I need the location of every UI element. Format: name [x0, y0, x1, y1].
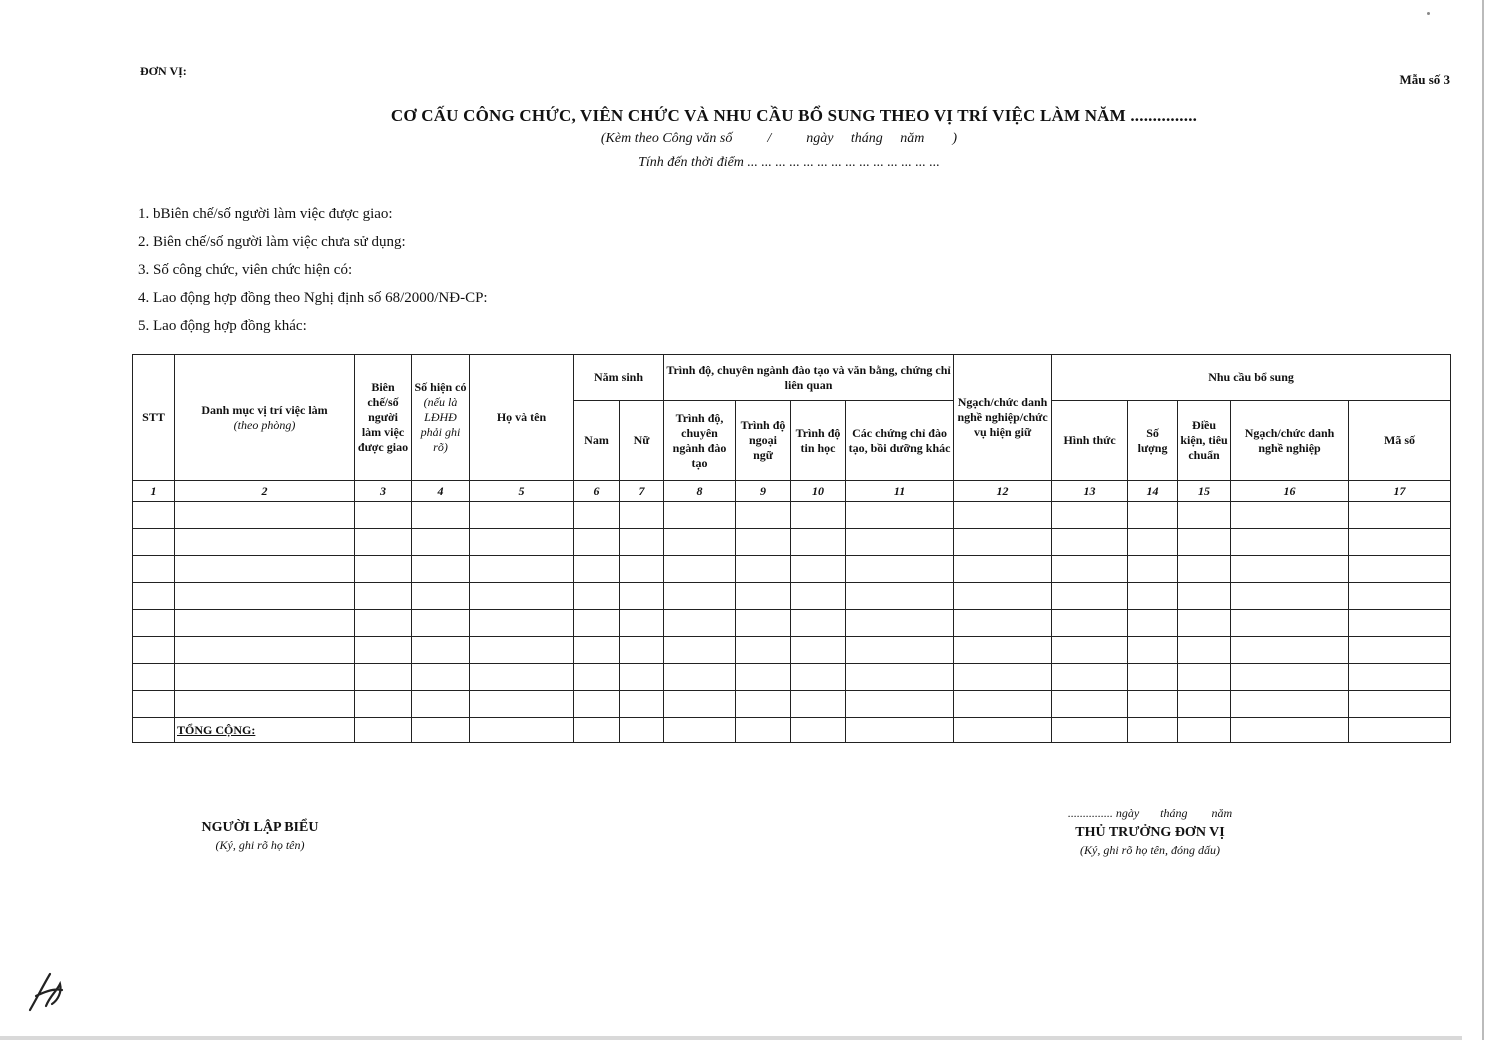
table-cell: [1231, 583, 1349, 610]
table-row: [133, 691, 1451, 718]
table-cell: [175, 691, 355, 718]
table-cell: [791, 610, 846, 637]
table-cell: [664, 664, 736, 691]
table-cell: [574, 664, 620, 691]
header-need-group: Nhu cầu bổ sung: [1052, 355, 1451, 401]
table-row: [133, 637, 1451, 664]
table-cell: [664, 529, 736, 556]
table-cell: [133, 502, 175, 529]
table-cell: [846, 664, 954, 691]
column-number: 2: [175, 481, 355, 502]
table-cell: [846, 556, 954, 583]
table-row: [133, 502, 1451, 529]
table-cell: [470, 718, 574, 743]
header-birth-year: Năm sinh: [574, 355, 664, 401]
info-line: 5. Lao động hợp đồng khác:: [138, 318, 307, 334]
header-quota: Biên chế/số người làm việc được giao: [355, 355, 412, 481]
header-female: Nữ: [620, 401, 664, 481]
table-cell: [412, 502, 470, 529]
table-row: [133, 664, 1451, 691]
column-number: 8: [664, 481, 736, 502]
header-grade-need: Ngạch/chức danh nghề nghiệp: [1231, 401, 1349, 481]
table-cell: [175, 610, 355, 637]
table-cell: [355, 718, 412, 743]
table-cell: [1349, 556, 1451, 583]
table-cell: [1128, 637, 1178, 664]
table-cell: [133, 556, 175, 583]
table-cell: [846, 637, 954, 664]
info-list: [138, 200, 488, 340]
document-reference: (Kèm theo Công văn số / ngày tháng năm ): [600, 131, 958, 146]
header-qualification-group: Trình độ, chuyên ngành đào tạo và văn bằng, chứng chỉ liên quan: [664, 355, 954, 401]
table-cell: [1052, 664, 1128, 691]
table-cell: [175, 529, 355, 556]
table-cell: [175, 556, 355, 583]
table-row: [133, 583, 1451, 610]
table-cell: [133, 529, 175, 556]
table-cell: [1052, 691, 1128, 718]
table-cell: [736, 529, 791, 556]
table-cell: [664, 718, 736, 743]
table-cell: [133, 691, 175, 718]
table-cell: [1231, 691, 1349, 718]
header-current-label: Số hiện có: [414, 380, 467, 394]
info-line: 2. Biên chế/số người làm việc chưa sử dụng:: [138, 234, 406, 250]
info-line: 1. bBiên chế/số người làm việc được giao:: [138, 206, 393, 222]
table-row: [133, 610, 1451, 637]
table-cell: [846, 529, 954, 556]
table-cell: [1128, 718, 1178, 743]
table-cell: [574, 556, 620, 583]
table-cell: [954, 583, 1052, 610]
table-cell: [1231, 556, 1349, 583]
unit-label: ĐƠN VỊ:: [140, 64, 187, 78]
table-cell: [1178, 502, 1231, 529]
signature-date-line: ............... ngày tháng năm: [1067, 806, 1233, 820]
table-cell: [620, 610, 664, 637]
handwritten-paraph: [24, 966, 70, 1021]
table-cell: [846, 610, 954, 637]
table-cell: [133, 664, 175, 691]
table-cell: [664, 583, 736, 610]
table-cell: [1231, 502, 1349, 529]
table-cell: [1178, 664, 1231, 691]
table-cell: [1178, 691, 1231, 718]
table-cell: [1178, 529, 1231, 556]
table-cell: [1231, 664, 1349, 691]
table-cell: [1231, 529, 1349, 556]
table-cell: [574, 529, 620, 556]
header-language: Trình độ ngoại ngữ: [736, 401, 791, 481]
scan-speck: [1427, 12, 1430, 15]
header-quantity: Số lượng: [1128, 401, 1178, 481]
table-cell: [470, 583, 574, 610]
column-number: 17: [1349, 481, 1451, 502]
table-cell: [1349, 718, 1451, 743]
form-number: Mẫu số 3: [1399, 72, 1450, 87]
column-number: 15: [1178, 481, 1231, 502]
table-cell: [412, 556, 470, 583]
table-cell: [954, 664, 1052, 691]
header-name: Họ và tên: [470, 355, 574, 481]
table-cell: [1178, 718, 1231, 743]
table-row: [133, 529, 1451, 556]
header-code: Mã số: [1349, 401, 1451, 481]
table-cell: [1178, 583, 1231, 610]
header-current: [412, 355, 470, 481]
column-number: 6: [574, 481, 620, 502]
head-signature-block: [1010, 806, 1290, 858]
table-cell: [1128, 664, 1178, 691]
preparer-title: NGƯỜI LẬP BIỂU: [201, 820, 319, 835]
table-cell: [736, 502, 791, 529]
header-training: Trình độ, chuyên ngành đào tạo: [664, 401, 736, 481]
table-cell: [791, 502, 846, 529]
table-cell: [355, 583, 412, 610]
table-cell: [1231, 637, 1349, 664]
table-cell: [355, 610, 412, 637]
table-cell: [736, 664, 791, 691]
column-number: 5: [470, 481, 574, 502]
table-cell: [664, 502, 736, 529]
table-cell: [1052, 583, 1128, 610]
table-cell: [1128, 502, 1178, 529]
head-note: (Ký, ghi rõ họ tên, đóng dấu): [1080, 843, 1220, 857]
table-cell: [791, 637, 846, 664]
table-cell: [355, 502, 412, 529]
table-cell: [791, 529, 846, 556]
table-cell: [1349, 529, 1451, 556]
table-cell: [574, 502, 620, 529]
table-cell: [791, 556, 846, 583]
table-cell: [791, 664, 846, 691]
table-cell: [1349, 502, 1451, 529]
table-cell: [620, 637, 664, 664]
table-cell: [470, 556, 574, 583]
table-cell: [954, 718, 1052, 743]
table-cell: [175, 664, 355, 691]
staffing-table: [132, 354, 1451, 743]
table-cell: [355, 556, 412, 583]
table-cell: [736, 583, 791, 610]
info-line: 3. Số công chức, viên chức hiện có:: [138, 262, 353, 278]
table-cell: [574, 583, 620, 610]
table-cell: [133, 583, 175, 610]
document-title: CƠ CẤU CÔNG CHỨC, VIÊN CHỨC VÀ NHU CẦU BỔ SUNG THEO VỊ TRÍ VIỆC LÀM NĂM ...............: [390, 106, 1198, 125]
table-cell: [664, 556, 736, 583]
table-cell: [574, 691, 620, 718]
table-cell: [412, 718, 470, 743]
preparer-signature-block: [150, 820, 370, 853]
table-cell: [620, 718, 664, 743]
table-cell: [736, 637, 791, 664]
table-cell: [412, 529, 470, 556]
document-time-point: Tính đến thời điểm ... ... ... ... ... ... ... ... ... ... ... ... ... ...: [638, 155, 940, 170]
table-cell: [846, 583, 954, 610]
table-cell: [133, 637, 175, 664]
column-number: 11: [846, 481, 954, 502]
table-cell: [1231, 718, 1349, 743]
table-cell: [175, 637, 355, 664]
header-stt: STT: [133, 355, 175, 481]
table-cell: [574, 718, 620, 743]
table-cell: [1349, 637, 1451, 664]
table-cell: [1128, 529, 1178, 556]
table-cell: [1128, 691, 1178, 718]
table-cell: [470, 529, 574, 556]
table-row: [133, 556, 1451, 583]
header-grade-current: Ngạch/chức danh nghề nghiệp/chức vụ hiện giữ: [954, 355, 1052, 481]
preparer-note: (Ký, ghi rõ họ tên): [215, 838, 305, 852]
table-cell: [846, 718, 954, 743]
scan-edge-bottom: [0, 1036, 1462, 1040]
table-cell: [620, 583, 664, 610]
column-number: 3: [355, 481, 412, 502]
table-cell: [846, 502, 954, 529]
table-cell: [470, 664, 574, 691]
column-number: 14: [1128, 481, 1178, 502]
table-cell: [175, 502, 355, 529]
table-cell: [470, 502, 574, 529]
table-cell: [954, 502, 1052, 529]
table-cell: [470, 691, 574, 718]
info-line: 4. Lao động hợp đồng theo Nghị định số 68/2000/NĐ-CP:: [138, 290, 488, 306]
table-cell: [664, 610, 736, 637]
column-number: 10: [791, 481, 846, 502]
total-row: [133, 718, 1451, 743]
column-number: 1: [133, 481, 175, 502]
table-cell: [133, 610, 175, 637]
table-cell: [355, 664, 412, 691]
table-cell: [1349, 664, 1451, 691]
scan-edge-right: [1482, 0, 1484, 1040]
total-label: TỔNG CỘNG:: [175, 718, 355, 743]
header-position-label: Danh mục vị trí việc làm: [201, 402, 328, 417]
table-cell: [736, 556, 791, 583]
table-cell: [736, 718, 791, 743]
header-conditions: Điều kiện, tiêu chuẩn: [1178, 401, 1231, 481]
table-cell: [736, 691, 791, 718]
table-cell: [1052, 529, 1128, 556]
table-cell: [846, 691, 954, 718]
table-cell: [791, 583, 846, 610]
column-number: 4: [412, 481, 470, 502]
table-body: [133, 502, 1451, 743]
column-number: 9: [736, 481, 791, 502]
column-number: 12: [954, 481, 1052, 502]
table-cell: [791, 718, 846, 743]
table-cell: [664, 637, 736, 664]
table-cell: [620, 691, 664, 718]
header-position: [175, 355, 355, 481]
table-cell: [1052, 556, 1128, 583]
table-cell: [664, 691, 736, 718]
header-certificates: Các chứng chỉ đào tạo, bồi dưỡng khác: [846, 401, 954, 481]
header-it: Trình độ tin học: [791, 401, 846, 481]
table-cell: [574, 637, 620, 664]
table-cell: [954, 529, 1052, 556]
table-cell: [620, 664, 664, 691]
table-cell: [1349, 691, 1451, 718]
head-title: THỦ TRƯỞNG ĐƠN VỊ: [1075, 825, 1225, 840]
table-cell: [1052, 610, 1128, 637]
table-cell: [412, 691, 470, 718]
table-cell: [1128, 610, 1178, 637]
table-cell: [412, 583, 470, 610]
table-cell: [620, 502, 664, 529]
table-cell: [954, 637, 1052, 664]
header-form: Hình thức: [1052, 401, 1128, 481]
table-cell: [412, 610, 470, 637]
table-cell: [736, 610, 791, 637]
table-cell: [175, 583, 355, 610]
table-cell: [1178, 556, 1231, 583]
table-cell: [620, 529, 664, 556]
table-cell: [1052, 502, 1128, 529]
column-number: 13: [1052, 481, 1128, 502]
table-cell: [470, 637, 574, 664]
table-cell: [1178, 610, 1231, 637]
header-position-note: (theo phòng): [233, 417, 296, 432]
header-male: Nam: [574, 401, 620, 481]
table-cell: [791, 691, 846, 718]
table-cell: [355, 691, 412, 718]
table-cell: [412, 664, 470, 691]
table-cell: [1349, 610, 1451, 637]
table-cell: [1349, 583, 1451, 610]
table-cell: [133, 718, 175, 743]
column-number: 16: [1231, 481, 1349, 502]
table-cell: [1128, 556, 1178, 583]
header-current-note: (nếu là LĐHĐ phải ghi rõ): [420, 395, 461, 454]
column-number-row: [133, 481, 1451, 502]
table-cell: [620, 556, 664, 583]
table-cell: [1178, 637, 1231, 664]
column-number: 7: [620, 481, 664, 502]
table-cell: [954, 556, 1052, 583]
table-cell: [1052, 718, 1128, 743]
table-cell: [1231, 610, 1349, 637]
table-cell: [1052, 637, 1128, 664]
table-cell: [355, 637, 412, 664]
table-cell: [470, 610, 574, 637]
table-cell: [954, 610, 1052, 637]
table-cell: [574, 610, 620, 637]
table-cell: [355, 529, 412, 556]
table-cell: [1128, 583, 1178, 610]
table-cell: [412, 637, 470, 664]
table-cell: [954, 691, 1052, 718]
